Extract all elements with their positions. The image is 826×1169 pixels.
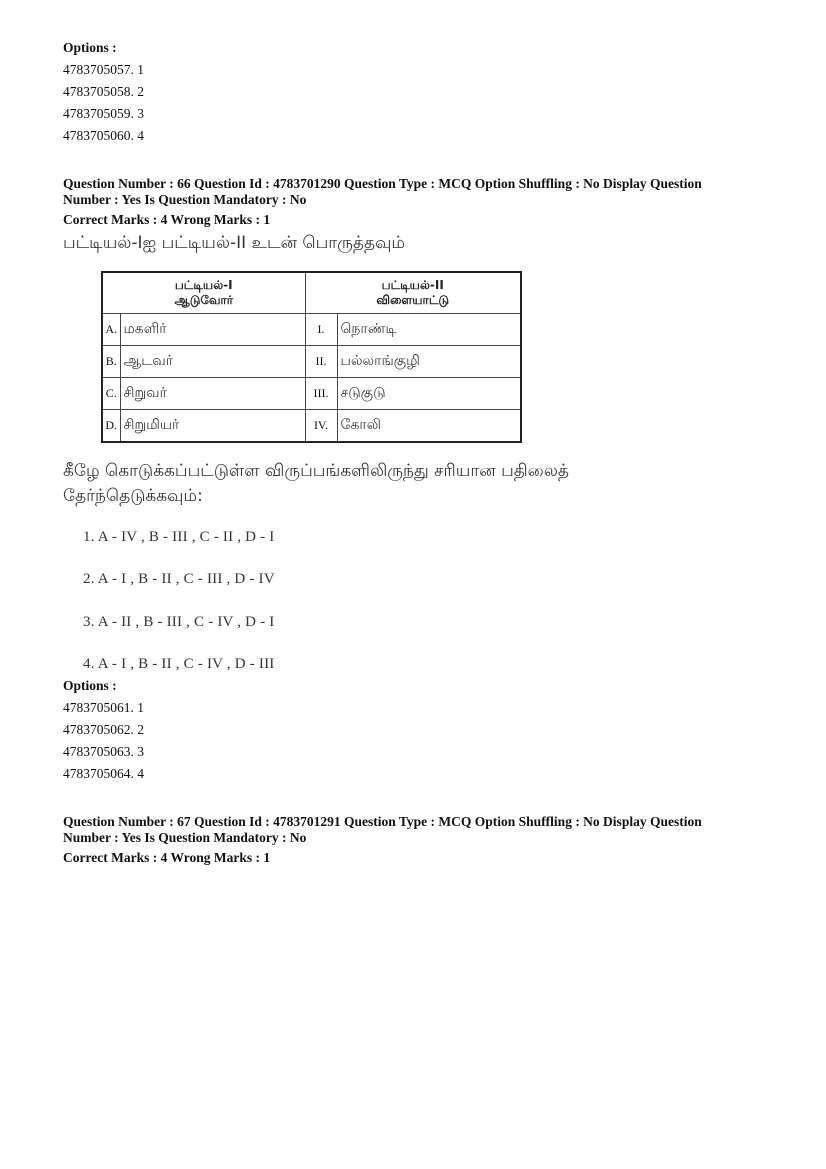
row-letter: D. — [102, 410, 120, 443]
list-one-subtitle: ஆடுவோர் — [174, 293, 233, 307]
question-67-meta-line1: Question Number : 67 Question Id : 4783701291 Question Type : MCQ Option Shuffling : No Display Question — [63, 814, 702, 829]
row-roman: III. — [305, 378, 337, 410]
option-item: 4783705060. 4 — [63, 128, 144, 143]
list-one-header — [102, 272, 305, 314]
question-67-meta — [63, 814, 783, 846]
match-table-header — [102, 272, 521, 314]
question-66-meta-line1: Question Number : 66 Question Id : 4783701290 Question Type : MCQ Option Shuffling : No Display Question — [63, 176, 702, 191]
option-item: 4783705064. 4 — [63, 766, 144, 781]
row-left-value: சிறுமியர் — [120, 410, 305, 443]
list-one-title: பட்டியல்-I — [174, 278, 233, 292]
option-item: 4783705061. 1 — [63, 700, 144, 715]
list-two-header — [305, 272, 521, 314]
option-item: 4783705058. 2 — [63, 84, 144, 99]
match-table — [101, 271, 522, 443]
row-right-value: சடுகுடு — [337, 378, 521, 410]
row-roman: I. — [305, 314, 337, 346]
row-right-value: நொண்டி — [337, 314, 521, 346]
row-left-value: ஆடவர் — [120, 346, 305, 378]
list-two-subtitle: விளையாட்டு — [376, 293, 450, 307]
row-letter: A. — [102, 314, 120, 346]
question-66-meta — [63, 176, 783, 208]
option-item: 4783705063. 3 — [63, 744, 144, 759]
options-label-top: Options : — [63, 40, 117, 55]
question-66-meta-line2: Number : Yes Is Question Mandatory : No — [63, 192, 307, 207]
answer-choice-3: 3. A - II , B - III , C - IV , D - I — [83, 614, 275, 630]
instruction-line-1: கீழே கொடுக்கப்பட்டுள்ள விருப்பங்களிலிருந்து சரியான பதிலைத் — [63, 461, 569, 481]
row-letter: C. — [102, 378, 120, 410]
option-item: 4783705062. 2 — [63, 722, 144, 737]
table-row — [102, 410, 521, 443]
option-item: 4783705057. 1 — [63, 62, 144, 77]
options-label: Options : — [63, 678, 117, 693]
option-item: 4783705059. 3 — [63, 106, 144, 121]
row-left-value: சிறுவர் — [120, 378, 305, 410]
row-roman: II. — [305, 346, 337, 378]
table-row — [102, 314, 521, 346]
row-right-value: பல்லாங்குழி — [337, 346, 521, 378]
answer-choice-1: 1. A - IV , B - III , C - II , D - I — [83, 529, 275, 545]
question-66-instruction — [63, 459, 763, 509]
table-row — [102, 346, 521, 378]
question-67-marks: Correct Marks : 4 Wrong Marks : 1 — [63, 850, 271, 865]
row-letter: B. — [102, 346, 120, 378]
question-66-marks: Correct Marks : 4 Wrong Marks : 1 — [63, 212, 271, 227]
question-66-title: பட்டியல்-Iஐ பட்டியல்-II உடன் பொருத்தவும் — [63, 233, 406, 253]
question-67-meta-line2: Number : Yes Is Question Mandatory : No — [63, 830, 307, 845]
row-roman: IV. — [305, 410, 337, 443]
instruction-line-2: தேர்ந்தெடுக்கவும்: — [63, 486, 203, 506]
answer-choice-4: 4. A - I , B - II , C - IV , D - III — [83, 656, 275, 672]
list-two-title: பட்டியல்-II — [381, 278, 444, 292]
row-right-value: கோலி — [337, 410, 521, 443]
row-left-value: மகளிர் — [120, 314, 305, 346]
table-row — [102, 378, 521, 410]
answer-choice-2: 2. A - I , B - II , C - III , D - IV — [83, 571, 275, 587]
